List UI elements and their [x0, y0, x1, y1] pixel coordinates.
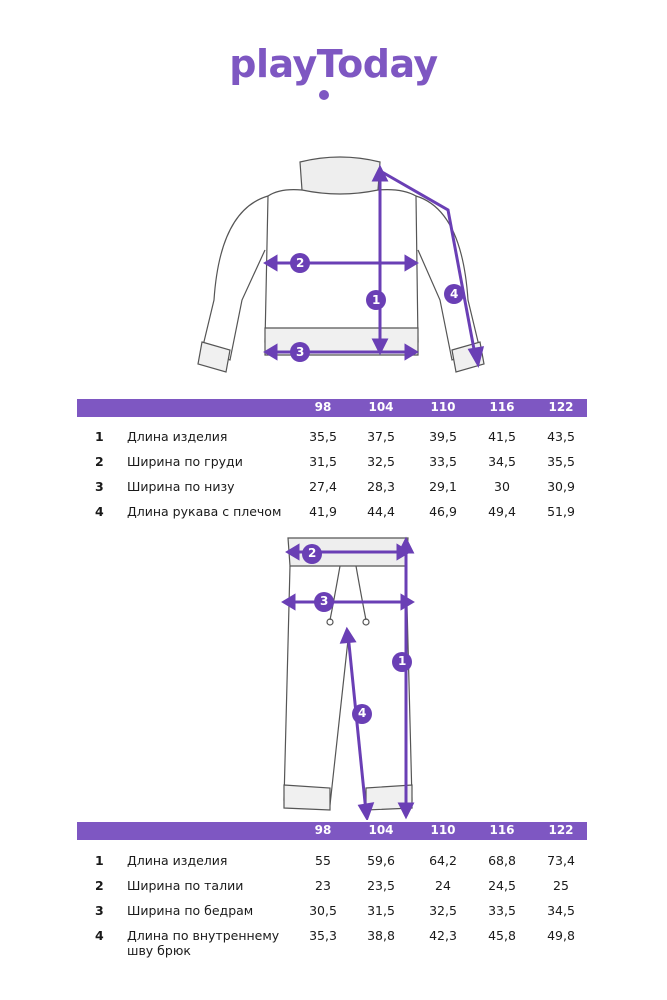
row-label: Ширина по талии: [127, 878, 244, 893]
cell-value: 32,5: [367, 454, 395, 469]
row-number: 3: [95, 903, 104, 918]
cell-value: 46,9: [429, 504, 457, 519]
cell-value: 23,5: [367, 878, 395, 893]
table-row: [77, 479, 587, 504]
size-header: 110: [430, 823, 456, 837]
row-number: 2: [95, 454, 104, 469]
cell-value: 45,8: [488, 928, 516, 943]
table-row: [77, 928, 587, 962]
table-header: [77, 399, 587, 417]
cell-value: 33,5: [488, 903, 516, 918]
row-label: Длина по внутреннему шву брюк: [127, 928, 280, 958]
pants-marker-2: 2: [308, 546, 317, 560]
row-number: 2: [95, 878, 104, 893]
size-header: 98: [314, 823, 332, 837]
cell-value: 32,5: [429, 903, 457, 918]
cell-value: 43,5: [547, 429, 575, 444]
cell-value: 25: [553, 878, 569, 893]
row-label: Длина изделия: [127, 429, 228, 444]
size-header: 104: [368, 400, 394, 414]
size-header: 116: [489, 400, 515, 414]
cell-value: 44,4: [367, 504, 395, 519]
brand-logo: playToday: [229, 42, 438, 86]
cell-value: 31,5: [367, 903, 395, 918]
cell-value: 23: [315, 878, 331, 893]
sweater-marker-2: 2: [296, 256, 305, 270]
size-header: 122: [548, 400, 574, 414]
cell-value: 51,9: [547, 504, 575, 519]
cell-value: 31,5: [309, 454, 337, 469]
sweater-illustration: [190, 150, 500, 380]
cell-value: 73,4: [547, 853, 575, 868]
cell-value: 35,5: [547, 454, 575, 469]
cell-value: 27,4: [309, 479, 337, 494]
table-row: [77, 504, 587, 529]
size-header: 110: [430, 400, 456, 414]
pants-marker-1: 1: [398, 654, 407, 668]
pants-illustration: [270, 530, 430, 820]
row-number: 4: [95, 504, 104, 519]
row-label: Длина рукава с плечом: [127, 504, 282, 519]
table-header: [77, 822, 587, 840]
table-row: [77, 878, 587, 903]
row-label: Ширина по груди: [127, 454, 243, 469]
cell-value: 30,9: [547, 479, 575, 494]
sweater-marker-1: 1: [372, 293, 381, 307]
pants-size-table: [77, 822, 587, 962]
table-row: [77, 429, 587, 454]
cell-value: 34,5: [488, 454, 516, 469]
cell-value: 24: [435, 878, 451, 893]
cell-value: 24,5: [488, 878, 516, 893]
sweater-size-table: [77, 399, 587, 529]
cell-value: 59,6: [367, 853, 395, 868]
row-label: Ширина по бедрам: [127, 903, 254, 918]
cell-value: 41,9: [309, 504, 337, 519]
cell-value: 41,5: [488, 429, 516, 444]
cell-value: 37,5: [367, 429, 395, 444]
cell-value: 42,3: [429, 928, 457, 943]
size-header: 104: [368, 823, 394, 837]
sweater-marker-4: 4: [450, 287, 459, 301]
size-header: 122: [548, 823, 574, 837]
pants-marker-3: 3: [320, 594, 329, 608]
cell-value: 35,3: [309, 928, 337, 943]
row-number: 3: [95, 479, 104, 494]
pants-marker-4: 4: [358, 706, 367, 720]
row-number: 4: [95, 928, 104, 943]
row-label: Ширина по низу: [127, 479, 235, 494]
cell-value: 30: [494, 479, 510, 494]
row-number: 1: [95, 429, 104, 444]
cell-value: 64,2: [429, 853, 457, 868]
cell-value: 29,1: [429, 479, 457, 494]
cell-value: 49,4: [488, 504, 516, 519]
cell-value: 55: [315, 853, 331, 868]
row-number: 1: [95, 853, 104, 868]
cell-value: 49,8: [547, 928, 575, 943]
size-header: 98: [314, 400, 332, 414]
sweater-marker-3: 3: [296, 345, 305, 359]
cell-value: 28,3: [367, 479, 395, 494]
size-header: 116: [489, 823, 515, 837]
table-row: [77, 454, 587, 479]
logo-dot: [319, 90, 329, 100]
cell-value: 39,5: [429, 429, 457, 444]
row-label: Длина изделия: [127, 853, 228, 868]
table-row: [77, 853, 587, 878]
cell-value: 33,5: [429, 454, 457, 469]
cell-value: 68,8: [488, 853, 516, 868]
cell-value: 34,5: [547, 903, 575, 918]
cell-value: 30,5: [309, 903, 337, 918]
table-row: [77, 903, 587, 928]
cell-value: 38,8: [367, 928, 395, 943]
cell-value: 35,5: [309, 429, 337, 444]
